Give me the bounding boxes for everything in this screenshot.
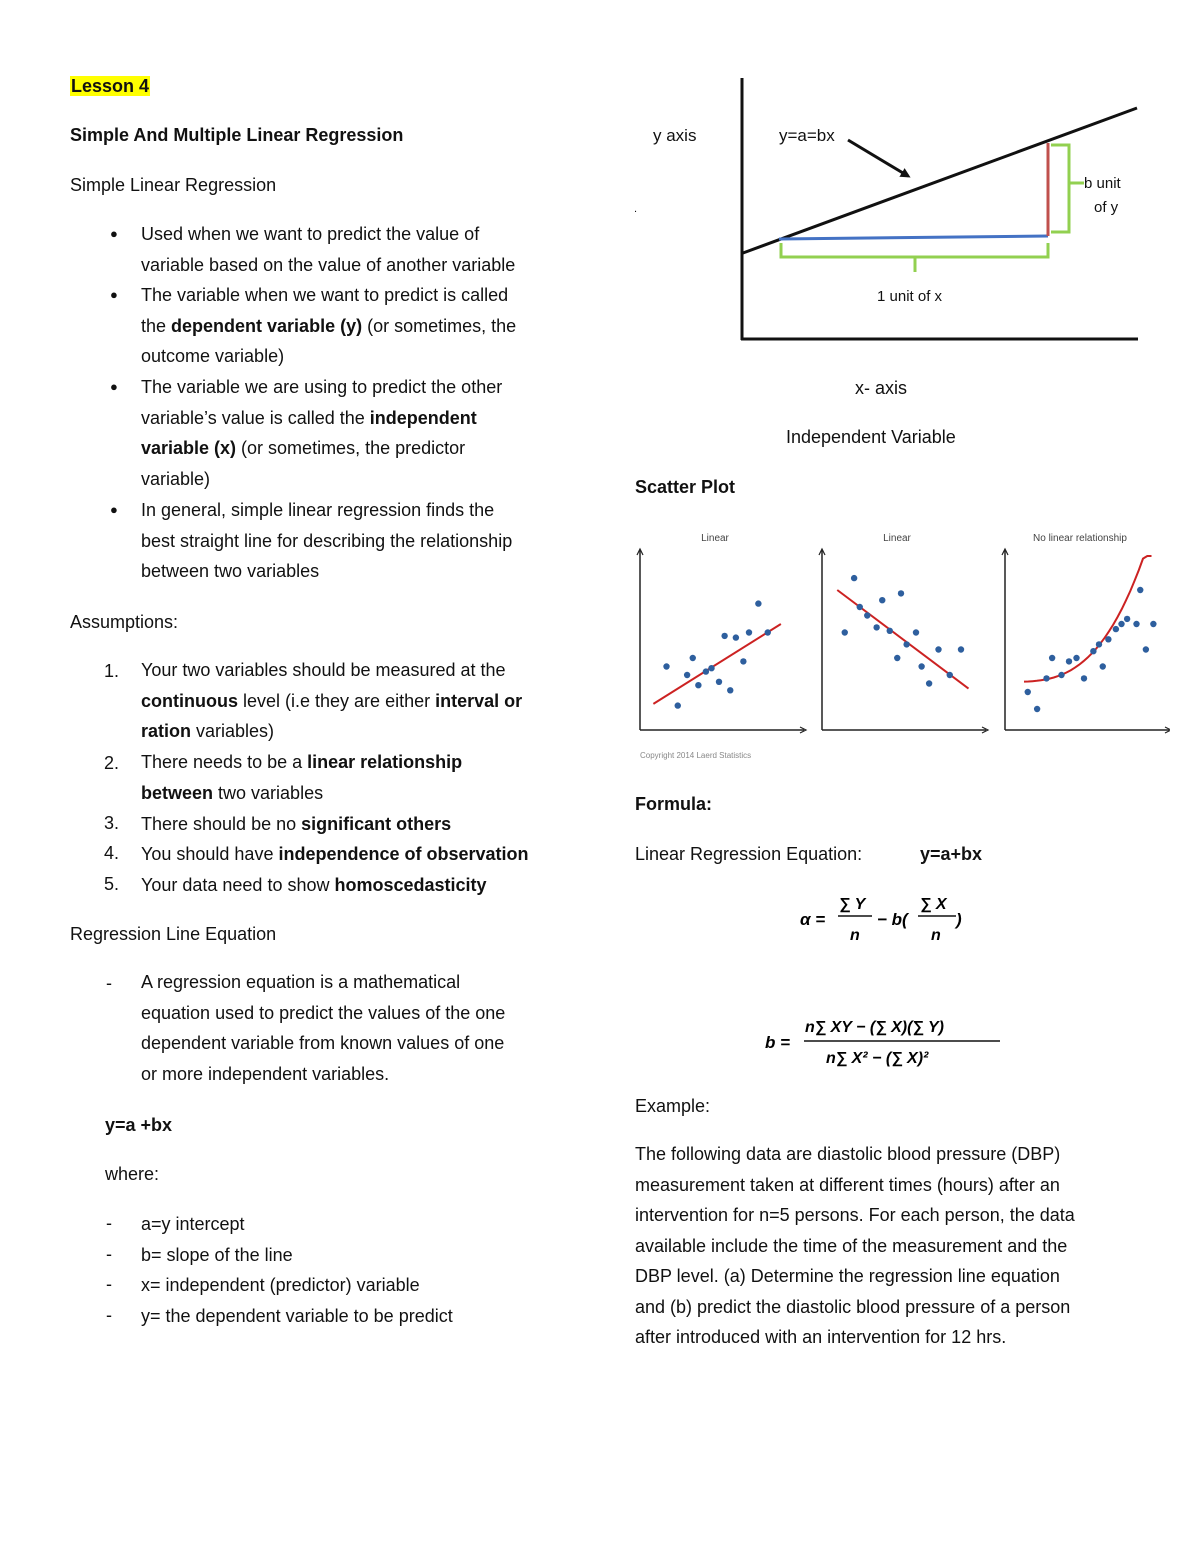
- bullet-dot: ●: [110, 226, 118, 241]
- example-paragraph: The following data are diastolic blood pressure (DBP) measurement taken at different times (hours) after an intervention for n=5 persons. For each person, the data available include the time of the measurement and the DBP level. (a) Determine the regression line equation and (b) predict the diastolic blood pressure of a person after introduced with an intervention for 12 hrs.: [635, 1144, 1075, 1347]
- list-item: a=y intercept: [141, 1214, 245, 1234]
- assumption-item: Your two variables should be measured at the continuous level (i.e they are either interval or ration variables): [141, 660, 523, 741]
- regression-heading: Regression Line Equation: [70, 924, 277, 944]
- scatter-point: [1066, 658, 1072, 664]
- alpha-numerator-2: ∑ X: [920, 896, 947, 913]
- scatter-point: [887, 628, 893, 634]
- scatter-plots: [625, 520, 1170, 765]
- dash-marker: -: [106, 1274, 112, 1294]
- scatter-point: [733, 634, 739, 640]
- scatter-point: [755, 600, 761, 606]
- line-equation-label: y=a=bx: [779, 126, 835, 145]
- b-lhs: b =: [765, 1033, 791, 1052]
- stray-dot: .: [634, 203, 638, 215]
- scatter-point: [918, 663, 924, 669]
- scatter-point: [1034, 706, 1040, 712]
- dash-marker: -: [106, 1305, 112, 1325]
- scatter-point: [1143, 646, 1149, 652]
- b-denominator: n∑ X² − (∑ X)²: [826, 1050, 929, 1067]
- scatter-heading: Scatter Plot: [635, 477, 736, 497]
- scatter-point: [935, 646, 941, 652]
- dash-marker: -: [106, 1213, 112, 1233]
- alpha-formula: [780, 885, 1000, 947]
- assumption-item: There needs to be a linear relationship between two variables: [141, 752, 463, 803]
- list-item: b= slope of the line: [141, 1245, 293, 1265]
- b-unit-label: b unit: [1084, 175, 1121, 192]
- y-axis-label: y axis: [653, 126, 697, 145]
- scatter-point: [958, 646, 964, 652]
- b-unit-label-2: of y: [1094, 199, 1119, 216]
- scatter-point: [1049, 655, 1055, 661]
- formula-heading: Formula:: [635, 794, 713, 814]
- scatter-point: [721, 633, 727, 639]
- scatter-point: [1043, 675, 1049, 681]
- run-segment: [779, 236, 1048, 239]
- rise-bracket: [1051, 145, 1069, 232]
- x-axis-label: x- axis: [855, 378, 908, 398]
- regression-description: A regression equation is a mathematical equation used to predict the values of the one dependent variable from known values of one or more independent variables.: [141, 972, 506, 1084]
- list-number: 1.: [104, 661, 120, 681]
- scatter-point: [684, 672, 690, 678]
- where-label: where:: [105, 1164, 160, 1184]
- scatter-point: [851, 575, 857, 581]
- assumption-item: There should be no significant others: [141, 814, 452, 834]
- lre-equation: y=a+bx: [920, 844, 983, 864]
- list-item: y= the dependent variable to be predict: [141, 1306, 453, 1326]
- scatter-point: [947, 672, 953, 678]
- example-heading: Example:: [635, 1096, 711, 1116]
- scatter-point: [1113, 626, 1119, 632]
- scatter-point: [1081, 675, 1087, 681]
- scatter-title: Linear: [701, 533, 729, 544]
- scatter-point: [740, 658, 746, 664]
- bullet-item: Used when we want to predict the value of variable based on the value of another variable: [141, 224, 516, 275]
- alpha-denominator-1: n: [850, 927, 860, 944]
- scatter-point: [894, 655, 900, 661]
- b-numerator: n∑ XY − (∑ X)(∑ Y): [805, 1019, 944, 1036]
- dash-marker: -: [106, 973, 112, 993]
- scatter-point: [879, 597, 885, 603]
- scatter-point: [708, 665, 714, 671]
- scatter-point: [1118, 621, 1124, 627]
- run-bracket: [781, 243, 1048, 257]
- scatter-point: [1073, 655, 1079, 661]
- list-number: 2.: [104, 753, 120, 773]
- one-unit-x-label: 1 unit of x: [877, 288, 943, 305]
- scatter-point: [727, 687, 733, 693]
- section-heading-simple: Simple Linear Regression: [70, 175, 277, 195]
- scatter-point: [695, 682, 701, 688]
- alpha-middle: − b(: [877, 910, 908, 929]
- list-number: 4.: [104, 843, 120, 863]
- scatter-point: [926, 680, 932, 686]
- lre-label: Linear Regression Equation:: [635, 844, 863, 864]
- b-formula: [760, 1010, 1020, 1072]
- list-item: x= independent (predictor) variable: [141, 1275, 420, 1295]
- regression-diagram: [0, 0, 1200, 400]
- scatter-point: [1137, 587, 1143, 593]
- scatter-point: [913, 629, 919, 635]
- scatter-point: [842, 629, 848, 635]
- list-number: 5.: [104, 874, 120, 894]
- scatter-point: [1150, 621, 1156, 627]
- scatter-point: [903, 641, 909, 647]
- scatter-point: [746, 629, 752, 635]
- alpha-numerator-1: ∑ Y: [839, 896, 866, 913]
- scatter-point: [703, 668, 709, 674]
- assumption-item: You should have independence of observation: [141, 844, 529, 864]
- lesson-label: Lesson 4: [71, 76, 150, 96]
- scatter-point: [1100, 663, 1106, 669]
- alpha-denominator-2: n: [931, 927, 941, 944]
- independent-variable-label: Independent Variable: [786, 427, 956, 447]
- dash-marker: -: [106, 1244, 112, 1264]
- scatter-point: [857, 604, 863, 610]
- bullet-item: In general, simple linear regression finds the best straight line for describing the relationship between two variables: [141, 500, 513, 581]
- scatter-point: [765, 629, 771, 635]
- scatter-point: [675, 702, 681, 708]
- scatter-point: [864, 612, 870, 618]
- bullet-dot: ●: [110, 379, 118, 394]
- alpha-close: ): [956, 910, 962, 929]
- scatter-point: [1105, 636, 1111, 642]
- scatter-point: [716, 679, 722, 685]
- trend-curve: [1024, 556, 1152, 682]
- scatter-point: [1124, 616, 1130, 622]
- scatter-point: [1058, 672, 1064, 678]
- bullet-item: The variable we are using to predict the other variable’s value is called the independent variable (x) (or sometimes, the predictor variable): [141, 377, 503, 489]
- bullet-item: The variable when we want to predict is called the dependent variable (y) (or sometimes, the outcome variable): [141, 285, 517, 366]
- trend-line: [653, 624, 781, 704]
- scatter-title: No linear relationship: [1033, 533, 1127, 544]
- assumption-item: Your data need to show homoscedasticity: [141, 875, 487, 895]
- scatter-point: [663, 663, 669, 669]
- scatter-point: [1096, 641, 1102, 647]
- scatter-point: [873, 624, 879, 630]
- bullet-dot: ●: [110, 287, 118, 302]
- assumptions-heading: Assumptions:: [70, 612, 179, 632]
- scatter-point: [690, 655, 696, 661]
- bullet-dot: ●: [110, 502, 118, 517]
- pointer-arrow: [848, 140, 908, 176]
- scatter-point: [1025, 689, 1031, 695]
- list-number: 3.: [104, 813, 120, 833]
- scatter-point: [1133, 621, 1139, 627]
- scatter-title: Linear: [883, 533, 911, 544]
- page-title: Simple And Multiple Linear Regression: [70, 125, 404, 145]
- copyright-text: Copyright 2014 Laerd Statistics: [640, 751, 752, 760]
- scatter-point: [898, 590, 904, 596]
- regression-equation: y=a +bx: [105, 1115, 173, 1135]
- scatter-point: [1090, 648, 1096, 654]
- alpha-lhs: α =: [800, 910, 826, 929]
